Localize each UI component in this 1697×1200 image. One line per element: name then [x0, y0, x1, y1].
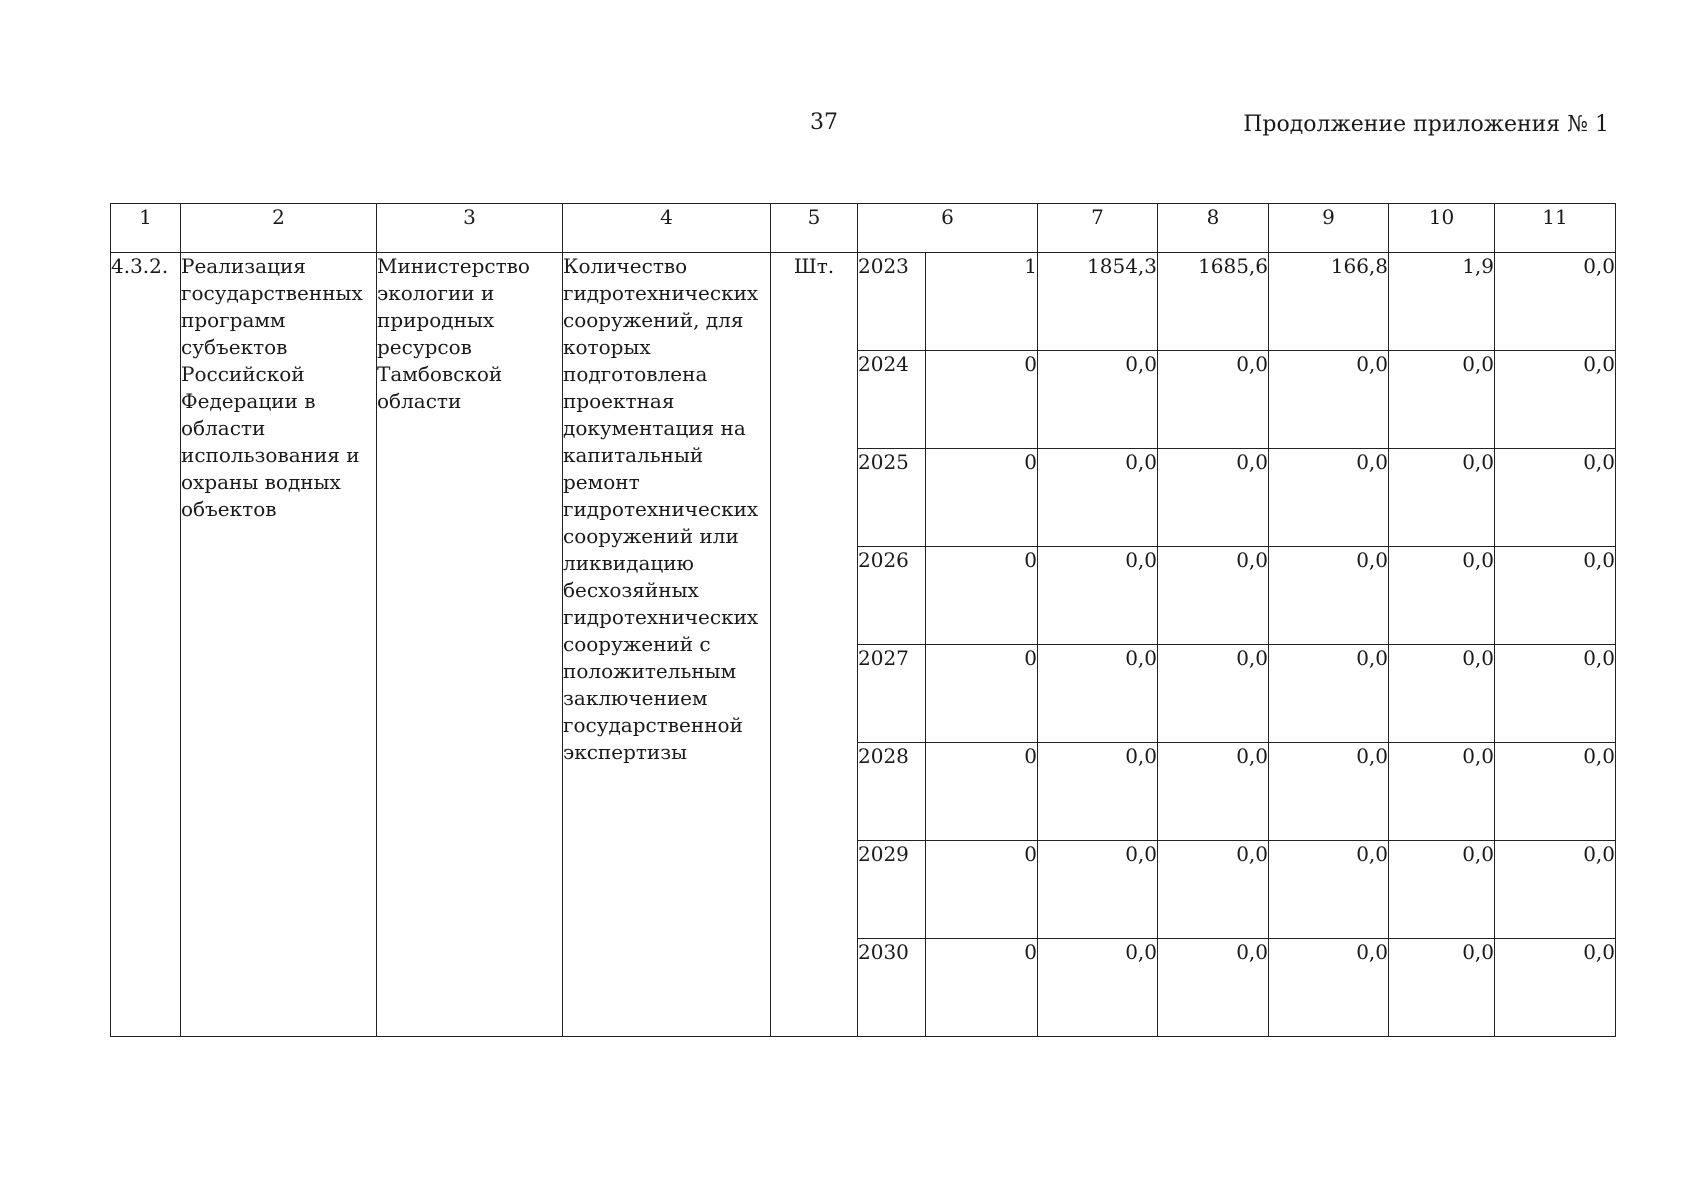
header-cell: 5 [771, 204, 858, 253]
year-cell: 2026 [858, 547, 926, 645]
qty-cell: 1 [926, 253, 1038, 351]
value-cell: 0,0 [1269, 743, 1389, 841]
qty-cell: 0 [926, 939, 1038, 1037]
row-indicator: Количество гидротехнических сооружений, для которых подготовлена проектная документация на капитальный ремонт гидротехнических сооружений или ликвидацию бесхозяйных гидротехнических сооружений с положительным заключением государственной экспертизы [563, 253, 771, 1037]
table-row [111, 253, 1616, 351]
header-cell: 8 [1158, 204, 1269, 253]
value-cell: 0,0 [1038, 351, 1158, 449]
row-name: Реализация государственных программ субъектов Российской Федерации в области использования и охраны водных объектов [181, 253, 377, 1037]
year-cell: 2029 [858, 841, 926, 939]
header-cell: 1 [111, 204, 181, 253]
year-cell: 2028 [858, 743, 926, 841]
header-cell: 11 [1495, 204, 1616, 253]
qty-cell: 0 [926, 547, 1038, 645]
value-cell: 0,0 [1158, 939, 1269, 1037]
qty-cell: 0 [926, 841, 1038, 939]
row-executor: Министерство экологии и природных ресурсов Тамбовской области [377, 253, 563, 1037]
row-unit: Шт. [771, 253, 858, 1037]
header-cell: 6 [858, 204, 1038, 253]
value-cell: 0,0 [1495, 253, 1616, 351]
header-cell: 4 [563, 204, 771, 253]
page-number: 37 [810, 110, 838, 135]
value-cell: 0,0 [1038, 841, 1158, 939]
qty-cell: 0 [926, 449, 1038, 547]
header-cell: 2 [181, 204, 377, 253]
value-cell: 0,0 [1495, 547, 1616, 645]
value-cell: 0,0 [1389, 351, 1495, 449]
header-cell: 3 [377, 204, 563, 253]
value-cell: 0,0 [1495, 645, 1616, 743]
value-cell: 0,0 [1495, 841, 1616, 939]
value-cell: 0,0 [1158, 547, 1269, 645]
value-cell: 0,0 [1269, 645, 1389, 743]
value-cell: 0,0 [1495, 351, 1616, 449]
value-cell: 0,0 [1389, 645, 1495, 743]
year-cell: 2023 [858, 253, 926, 351]
value-cell: 0,0 [1389, 939, 1495, 1037]
appendix-note: Продолжение приложения № 1 [1243, 112, 1609, 137]
value-cell: 1685,6 [1158, 253, 1269, 351]
value-cell: 0,0 [1389, 743, 1495, 841]
value-cell: 0,0 [1038, 645, 1158, 743]
header-cell: 9 [1269, 204, 1389, 253]
value-cell: 1854,3 [1038, 253, 1158, 351]
qty-cell: 0 [926, 645, 1038, 743]
value-cell: 0,0 [1495, 939, 1616, 1037]
value-cell: 0,0 [1158, 645, 1269, 743]
value-cell: 0,0 [1158, 351, 1269, 449]
value-cell: 0,0 [1495, 449, 1616, 547]
year-cell: 2025 [858, 449, 926, 547]
year-cell: 2030 [858, 939, 926, 1037]
value-cell: 0,0 [1269, 939, 1389, 1037]
value-cell: 0,0 [1158, 449, 1269, 547]
row-code: 4.3.2. [111, 253, 181, 1037]
value-cell: 0,0 [1389, 449, 1495, 547]
header-cell: 10 [1389, 204, 1495, 253]
value-cell: 166,8 [1269, 253, 1389, 351]
value-cell: 0,0 [1389, 841, 1495, 939]
value-cell: 0,0 [1269, 841, 1389, 939]
year-cell: 2024 [858, 351, 926, 449]
value-cell: 0,0 [1038, 743, 1158, 841]
table-header-row [111, 204, 1616, 253]
qty-cell: 0 [926, 743, 1038, 841]
program-table [110, 203, 1616, 1037]
value-cell: 0,0 [1269, 449, 1389, 547]
header-cell: 7 [1038, 204, 1158, 253]
qty-cell: 0 [926, 351, 1038, 449]
value-cell: 0,0 [1038, 449, 1158, 547]
value-cell: 0,0 [1158, 841, 1269, 939]
value-cell: 0,0 [1389, 547, 1495, 645]
value-cell: 1,9 [1389, 253, 1495, 351]
value-cell: 0,0 [1269, 547, 1389, 645]
value-cell: 0,0 [1038, 939, 1158, 1037]
value-cell: 0,0 [1038, 547, 1158, 645]
year-cell: 2027 [858, 645, 926, 743]
value-cell: 0,0 [1495, 743, 1616, 841]
value-cell: 0,0 [1269, 351, 1389, 449]
value-cell: 0,0 [1158, 743, 1269, 841]
